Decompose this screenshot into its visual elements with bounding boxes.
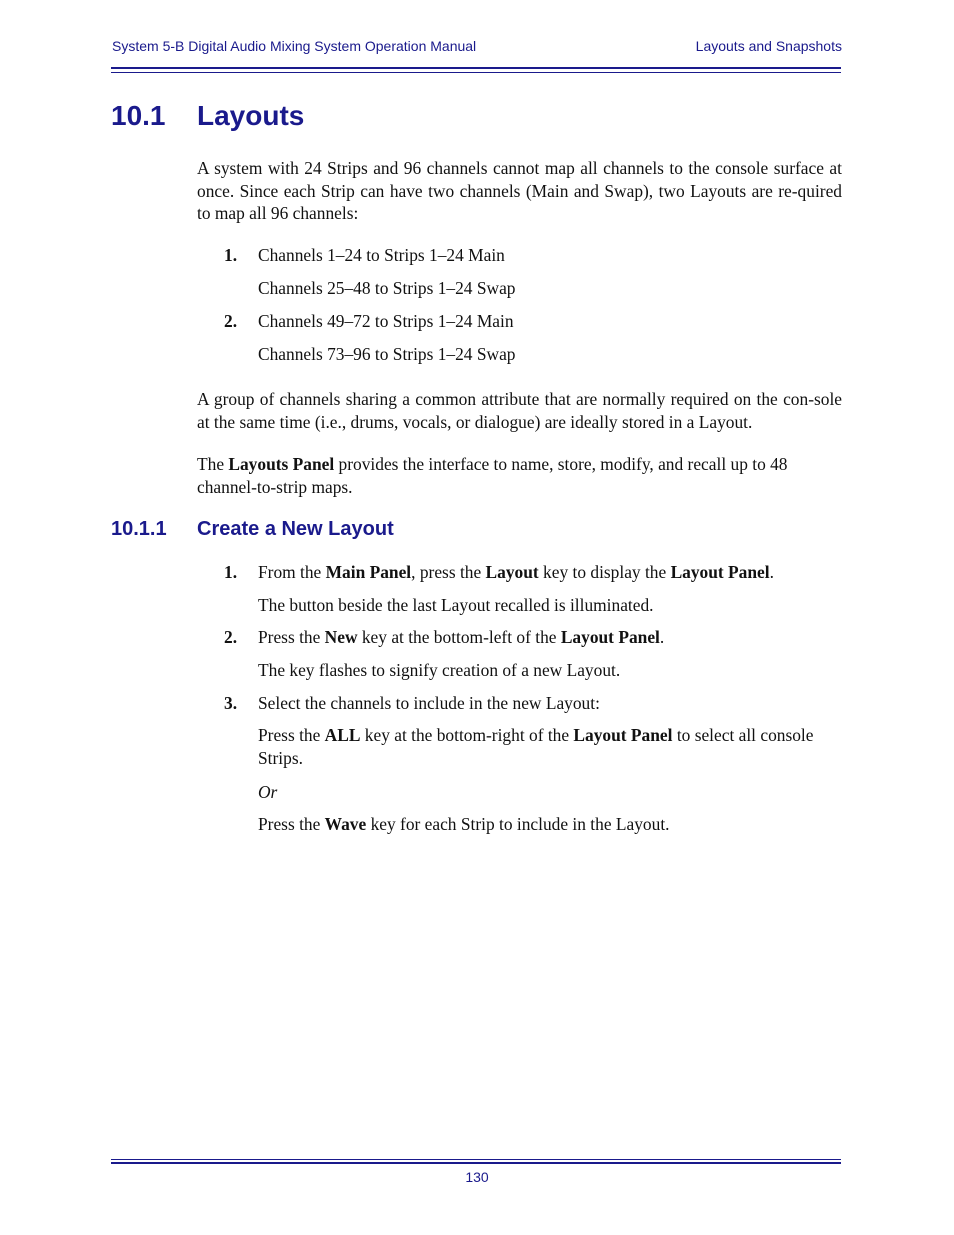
text-run: Press the: [258, 725, 325, 745]
mapping-item-number: 1.: [224, 245, 238, 265]
text-run: .: [769, 562, 774, 582]
text-run: Press the: [258, 627, 325, 647]
mapping-item-continuation: Channels 25–48 to Strips 1–24 Swap: [258, 278, 516, 298]
section-title: Layouts: [197, 100, 305, 131]
ui-term: Layout: [485, 562, 539, 582]
subsection-number: 10.1.1: [111, 518, 167, 540]
section-number: 10.1: [111, 100, 166, 131]
layouts-panel-paragraph: [197, 453, 842, 498]
header-rule-top: [111, 67, 841, 69]
footer-rule-bottom: [111, 1162, 841, 1164]
header-manual-title: System 5-B Digital Audio Mixing System Operation Manual: [112, 38, 477, 54]
step-text: [258, 626, 664, 649]
intro-paragraph: A system with 24 Strips and 96 channels cannot map all channels to the console surface at once. Since each Strip can have two channels (Main and Swap), two Layouts are re-quired to map all 96 channels:: [197, 158, 842, 223]
ui-term: Layout Panel: [560, 627, 660, 647]
header-chapter-title: Layouts and Snapshots: [695, 38, 842, 54]
ui-term: Layout Panel: [670, 562, 770, 582]
ui-term: Main Panel: [325, 562, 412, 582]
text-run: provides the interface to name, store, modify, and recall up to 48 channel-to-strip maps.: [197, 454, 788, 497]
step-or-label: [258, 781, 840, 804]
ui-term: New: [324, 627, 358, 647]
text-run: , press the: [411, 562, 486, 582]
ui-term: Wave: [324, 814, 367, 834]
mapping-item-text: Channels 49–72 to Strips 1–24 Main: [258, 311, 514, 331]
group-paragraph: A group of channels sharing a common attribute that are normally required on the con-sole at the same time (i.e., drums, vocals, or dialogue) are ideally stored in a Layout.: [197, 389, 842, 432]
or-text: Or: [258, 782, 278, 802]
text-run: key to display the: [538, 562, 671, 582]
text-run: key for each Strip to include in the Layout.: [366, 814, 670, 834]
step-option-wave: [258, 813, 840, 836]
subsection-heading: [111, 518, 394, 541]
header-rule-bottom: [111, 72, 841, 73]
step-number: 2.: [224, 627, 238, 647]
footer-rule-top: [111, 1159, 841, 1160]
text-run: key at the bottom-left of the: [357, 627, 561, 647]
text-run: key at the bottom-right of the: [360, 725, 574, 745]
mapping-item-number: 2.: [224, 311, 238, 331]
ui-term: Layouts Panel: [228, 454, 335, 474]
section-heading: [111, 100, 304, 132]
mapping-item-text: Channels 1–24 to Strips 1–24 Main: [258, 245, 505, 265]
step-number: 1.: [224, 562, 238, 582]
ui-term: Layout Panel: [573, 725, 673, 745]
step-text: [258, 561, 774, 584]
ui-term: ALL: [324, 725, 361, 745]
step-note: The key flashes to signify creation of a new Layout.: [258, 660, 621, 680]
mapping-item-continuation: Channels 73–96 to Strips 1–24 Swap: [258, 344, 516, 364]
step-text: Select the channels to include in the new Layout:: [258, 693, 600, 713]
step-option-all: [258, 724, 840, 769]
step-number: 3.: [224, 693, 238, 713]
page-number: 130: [465, 1169, 489, 1185]
subsection-title: Create a New Layout: [197, 518, 394, 540]
text-run: Press the: [258, 814, 325, 834]
text-run: From the: [258, 562, 326, 582]
text-run: The: [197, 454, 229, 474]
step-note: The button beside the last Layout recalled is illuminated.: [258, 595, 654, 615]
text-run: .: [659, 627, 665, 647]
text-run: to select all console Strips.: [258, 725, 814, 768]
